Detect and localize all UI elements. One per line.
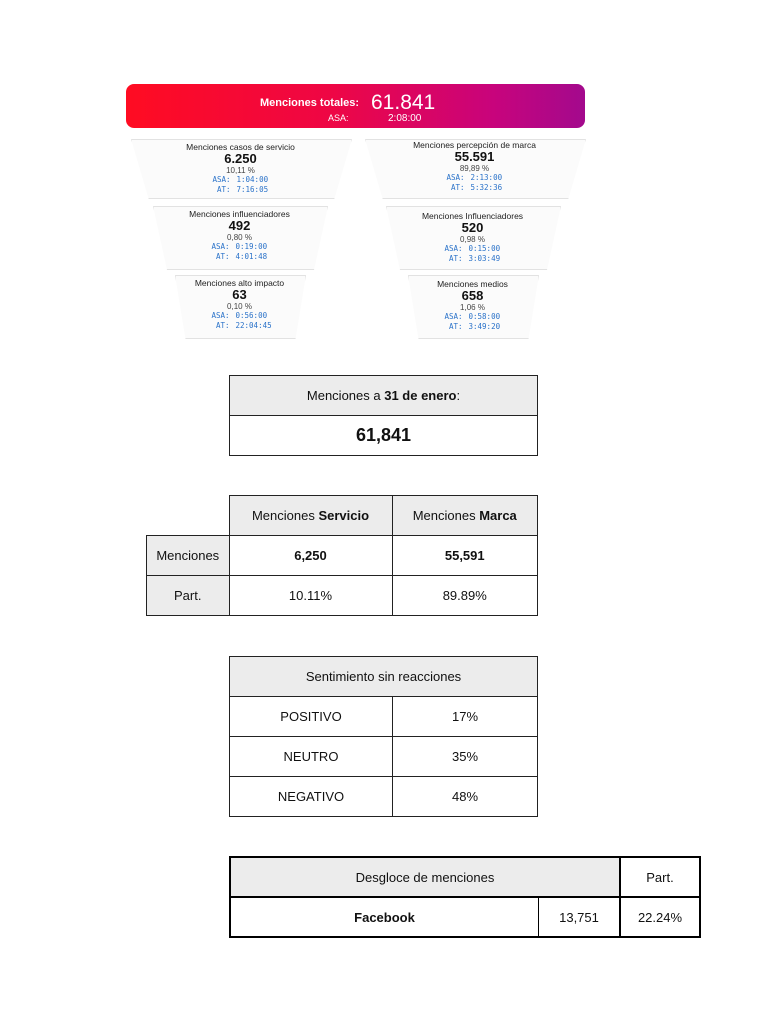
- marca-mentions-cell: 55,591: [392, 536, 538, 576]
- card-value: 492: [228, 218, 251, 233]
- sentiment-value: 17%: [393, 697, 538, 737]
- card-influencer-mentions-2: [386, 211, 559, 264]
- summary-table: [229, 375, 538, 456]
- card-percent: 0,10 %: [227, 302, 252, 311]
- card-asa-row: ASA: 0:58:00: [444, 312, 501, 321]
- table-row: [230, 897, 700, 937]
- total-mentions-label: Menciones totales:: [260, 97, 360, 109]
- sentiment-table: [229, 656, 538, 817]
- card-value: 55.591: [454, 149, 495, 164]
- header-marca: Menciones Marca: [392, 496, 538, 536]
- card-at-row: AT: 4:01:48: [215, 252, 268, 261]
- card-title: Menciones alto impacto: [194, 278, 285, 288]
- card-service-mentions: [131, 142, 350, 195]
- table-row: [230, 737, 538, 777]
- card-at-row: AT: 5:32:36: [450, 183, 503, 192]
- summary-header: Menciones a 31 de enero:: [230, 376, 538, 416]
- table-row: [230, 777, 538, 817]
- card-at-row: AT: 3:03:49: [448, 254, 501, 263]
- card-asa-row: ASA: 0:19:00: [211, 242, 268, 251]
- servicio-part-cell: 10.11%: [229, 576, 392, 616]
- row-label: Menciones: [147, 536, 230, 576]
- card-value: 658: [461, 288, 484, 303]
- channel-count: 13,751: [539, 897, 621, 937]
- card-asa-row: ASA: 0:56:00: [211, 311, 268, 320]
- card-title: Menciones Influenciadores: [421, 211, 524, 221]
- card-asa-row: ASA: 2:13:00: [446, 173, 503, 182]
- service-brand-table: [146, 495, 538, 616]
- servicio-mentions-cell: 6,250: [229, 536, 392, 576]
- breakdown-table: [229, 856, 701, 938]
- total-asa-label: ASA:: [328, 113, 349, 123]
- card-influencer-mentions: [153, 209, 326, 262]
- mentions-dashboard: [121, 80, 591, 342]
- sentiment-label: NEGATIVO: [230, 777, 393, 817]
- card-asa-row: ASA: 0:15:00: [444, 244, 501, 253]
- card-title: Menciones percepción de marca: [413, 140, 536, 150]
- card-percent: 0,98 %: [460, 235, 485, 244]
- card-media-mentions: [408, 279, 537, 332]
- card-value: 520: [461, 220, 484, 235]
- card-value: 6.250: [224, 151, 257, 166]
- table-row: [147, 536, 538, 576]
- total-mentions-value: 61.841: [371, 91, 436, 114]
- part-header: Part.: [620, 857, 700, 897]
- sentiment-value: 48%: [393, 777, 538, 817]
- header-servicio: Menciones Servicio: [229, 496, 392, 536]
- card-percent: 10,11 %: [226, 166, 255, 175]
- table-row: [230, 697, 538, 737]
- card-brand-mentions: [365, 140, 584, 193]
- empty-corner-cell: [147, 496, 230, 536]
- sentiment-label: NEUTRO: [230, 737, 393, 777]
- card-title: Menciones influenciadores: [189, 209, 290, 219]
- card-percent: 89,89 %: [459, 164, 490, 173]
- card-title: Menciones casos de servicio: [186, 142, 295, 152]
- card-percent: 1,06 %: [460, 303, 485, 312]
- sentiment-value: 35%: [393, 737, 538, 777]
- sentiment-label: POSITIVO: [230, 697, 393, 737]
- marca-part-cell: 89.89%: [392, 576, 538, 616]
- channel-name: Facebook: [230, 897, 539, 937]
- breakdown-header: Desgloce de menciones: [230, 857, 620, 897]
- total-asa-value: 2:08:00: [388, 113, 422, 124]
- card-value: 63: [232, 287, 247, 302]
- table-row: [147, 576, 538, 616]
- summary-value: 61,841: [230, 416, 538, 456]
- total-mentions-banner: [126, 84, 585, 128]
- card-percent: 0,80 %: [227, 233, 252, 242]
- channel-part: 22.24%: [620, 897, 700, 937]
- card-at-row: AT: 22:04:45: [215, 321, 272, 330]
- card-asa-row: ASA: 1:04:00: [212, 175, 269, 184]
- sentiment-header: Sentimiento sin reacciones: [230, 657, 538, 697]
- row-label: Part.: [147, 576, 230, 616]
- card-high-impact-mentions: [175, 278, 304, 331]
- card-title: Menciones medios: [437, 279, 508, 289]
- card-at-row: AT: 3:49:20: [448, 322, 501, 331]
- card-at-row: AT: 7:16:05: [216, 185, 269, 194]
